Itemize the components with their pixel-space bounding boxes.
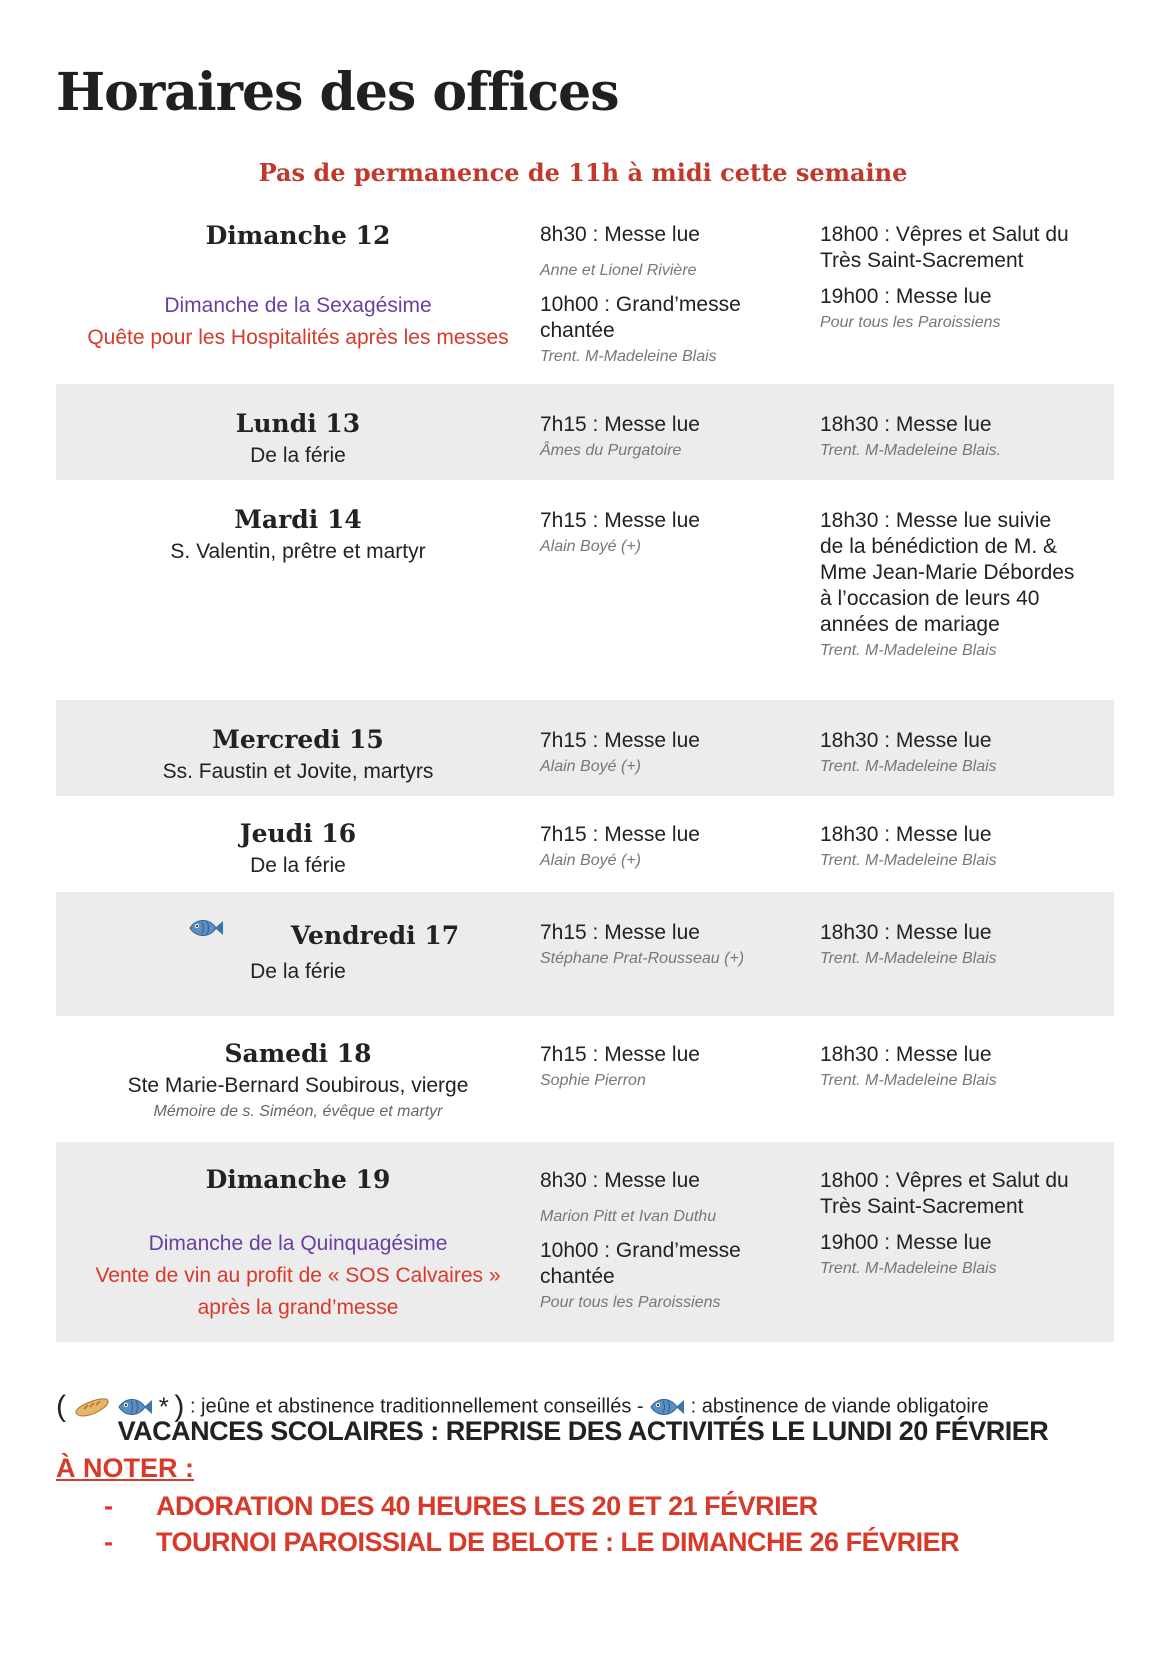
day-note: Vente de vin au profit de « SOS Calvaires » après la grand’messe (95, 1264, 501, 1319)
legend-open-paren: ( (56, 1390, 66, 1423)
legend-close-paren: ) (174, 1390, 185, 1423)
service-time: 10h00 : Grand’messe chantée (540, 1239, 741, 1288)
service-time: 19h00 : Messe lue (820, 285, 992, 308)
service-intention: Pour tous les Paroissiens (820, 314, 1001, 331)
service-time: 18h30 : Messe lue (820, 729, 992, 752)
day-name: Dimanche 12 (205, 221, 391, 250)
legend-star: * (158, 1391, 169, 1422)
service-intention: Alain Boyé (+) (540, 758, 641, 775)
service-time: 7h15 : Messe lue (540, 823, 700, 846)
service-intention: Trent. M-Madeleine Blais (540, 348, 717, 365)
day-name: Jeudi 16 (239, 819, 357, 848)
service-time: 19h00 : Messe lue (820, 1231, 992, 1254)
day-row-mardi-14 (56, 480, 1114, 700)
legend-text-fasting: : jeûne et abstinence traditionnellement conseillés - (189, 1395, 644, 1418)
service-time: 7h15 : Messe lue (540, 413, 700, 436)
list-dash: - (104, 1527, 113, 1557)
service-intention: Trent. M-Madeleine Blais (820, 758, 997, 775)
feast-label: S. Valentin, prêtre et martyr (170, 540, 426, 563)
day-name: Samedi 18 (224, 1039, 372, 1068)
a-noter-text: TOURNOI PAROISSIAL DE BELOTE : LE DIMANCHE 26 FÉVRIER (156, 1527, 960, 1557)
service-intention: Trent. M-Madeleine Blais (820, 642, 997, 659)
day-row-dimanche-12 (56, 212, 1114, 384)
service-time: 8h30 : Messe lue (540, 223, 700, 246)
day-row-samedi-18 (56, 1016, 1114, 1142)
day-name: Mardi 14 (234, 505, 362, 534)
service-intention: Marion Pitt et Ivan Duthu (540, 1208, 717, 1225)
legend-text-abstinence: : abstinence de viande obligatoire (690, 1395, 989, 1418)
notice-banner: Pas de permanence de 11h à midi cette semaine (258, 158, 908, 187)
day-name: Lundi 13 (235, 409, 361, 438)
day-row-lundi-13 (56, 384, 1114, 480)
service-time: 18h00 : Vêpres et Salut du Très Saint-Sacrement (820, 223, 1069, 272)
a-noter-item (104, 1488, 959, 1524)
day-note: Quête pour les Hospitalités après les messes (87, 326, 509, 349)
a-noter-text: ADORATION DES 40 HEURES LES 20 ET 21 FÉVRIER (156, 1491, 818, 1521)
service-time: 18h00 : Vêpres et Salut du Très Saint-Sacrement (820, 1169, 1069, 1218)
vacances-banner: VACANCES SCOLAIRES : REPRISE DES ACTIVITÉS LE LUNDI 20 FÉVRIER (117, 1416, 1049, 1446)
feast-label: De la férie (250, 854, 346, 877)
day-row-jeudi-16 (56, 796, 1114, 892)
service-intention: Sophie Pierron (540, 1072, 646, 1089)
service-time: 7h15 : Messe lue (540, 921, 700, 944)
day-row-dimanche-19 (56, 1142, 1114, 1342)
day-name: Mercredi 15 (212, 725, 384, 754)
service-time: 7h15 : Messe lue (540, 729, 700, 752)
a-noter-label: À NOTER : (56, 1453, 194, 1483)
feast-label: De la férie (250, 444, 346, 467)
service-time: 8h30 : Messe lue (540, 1169, 700, 1192)
service-intention: Alain Boyé (+) (540, 538, 641, 555)
service-time: 10h00 : Grand’messe chantée (540, 293, 741, 342)
service-intention: Anne et Lionel Rivière (540, 262, 697, 279)
list-dash: - (104, 1491, 113, 1521)
service-intention: Trent. M-Madeleine Blais (820, 1072, 997, 1089)
feast-label: De la férie (250, 960, 346, 983)
day-row-mercredi-15 (56, 700, 1114, 796)
feast-label: Ss. Faustin et Jovite, martyrs (162, 760, 434, 783)
day-name: Dimanche 19 (205, 1165, 391, 1194)
service-intention: Trent. M-Madeleine Blais (820, 950, 997, 967)
service-intention: Trent. M-Madeleine Blais (820, 852, 997, 869)
day-row-vendredi-17 (56, 892, 1114, 1016)
service-intention: Âmes du Purgatoire (540, 442, 682, 459)
service-intention: Trent. M-Madeleine Blais (820, 1260, 997, 1277)
service-intention: Pour tous les Paroissiens (540, 1294, 721, 1311)
service-time: 7h15 : Messe lue (540, 1043, 700, 1066)
schedule-table (56, 212, 1114, 1342)
day-name: Vendredi 17 (290, 921, 460, 950)
liturgy-label: Dimanche de la Quinquagésime (148, 1232, 448, 1255)
feast-label: Ste Marie-Bernard Soubirous, vierge (127, 1074, 469, 1097)
liturgy-label: Dimanche de la Sexagésime (164, 294, 432, 317)
service-intention: Trent. M-Madeleine Blais. (820, 442, 1002, 459)
service-time: 18h30 : Messe lue (820, 413, 992, 436)
service-time: 7h15 : Messe lue (540, 509, 700, 532)
service-time: 18h30 : Messe lue (820, 921, 992, 944)
service-time: 18h30 : Messe lue suivie de la bénédiction de M. & Mme Jean-Marie Débordes à l’occasion de leurs 40 années de mariage (820, 509, 1075, 636)
service-intention: Alain Boyé (+) (540, 852, 641, 869)
page-title: Horaires des offices (56, 62, 619, 123)
service-time: 18h30 : Messe lue (820, 1043, 992, 1066)
service-time: 18h30 : Messe lue (820, 823, 992, 846)
a-noter-item (104, 1524, 959, 1560)
a-noter-list (104, 1488, 959, 1560)
memoire-label: Mémoire de s. Siméon, évêque et martyr (153, 1103, 443, 1120)
service-intention: Stéphane Prat-Rousseau (+) (540, 950, 745, 967)
